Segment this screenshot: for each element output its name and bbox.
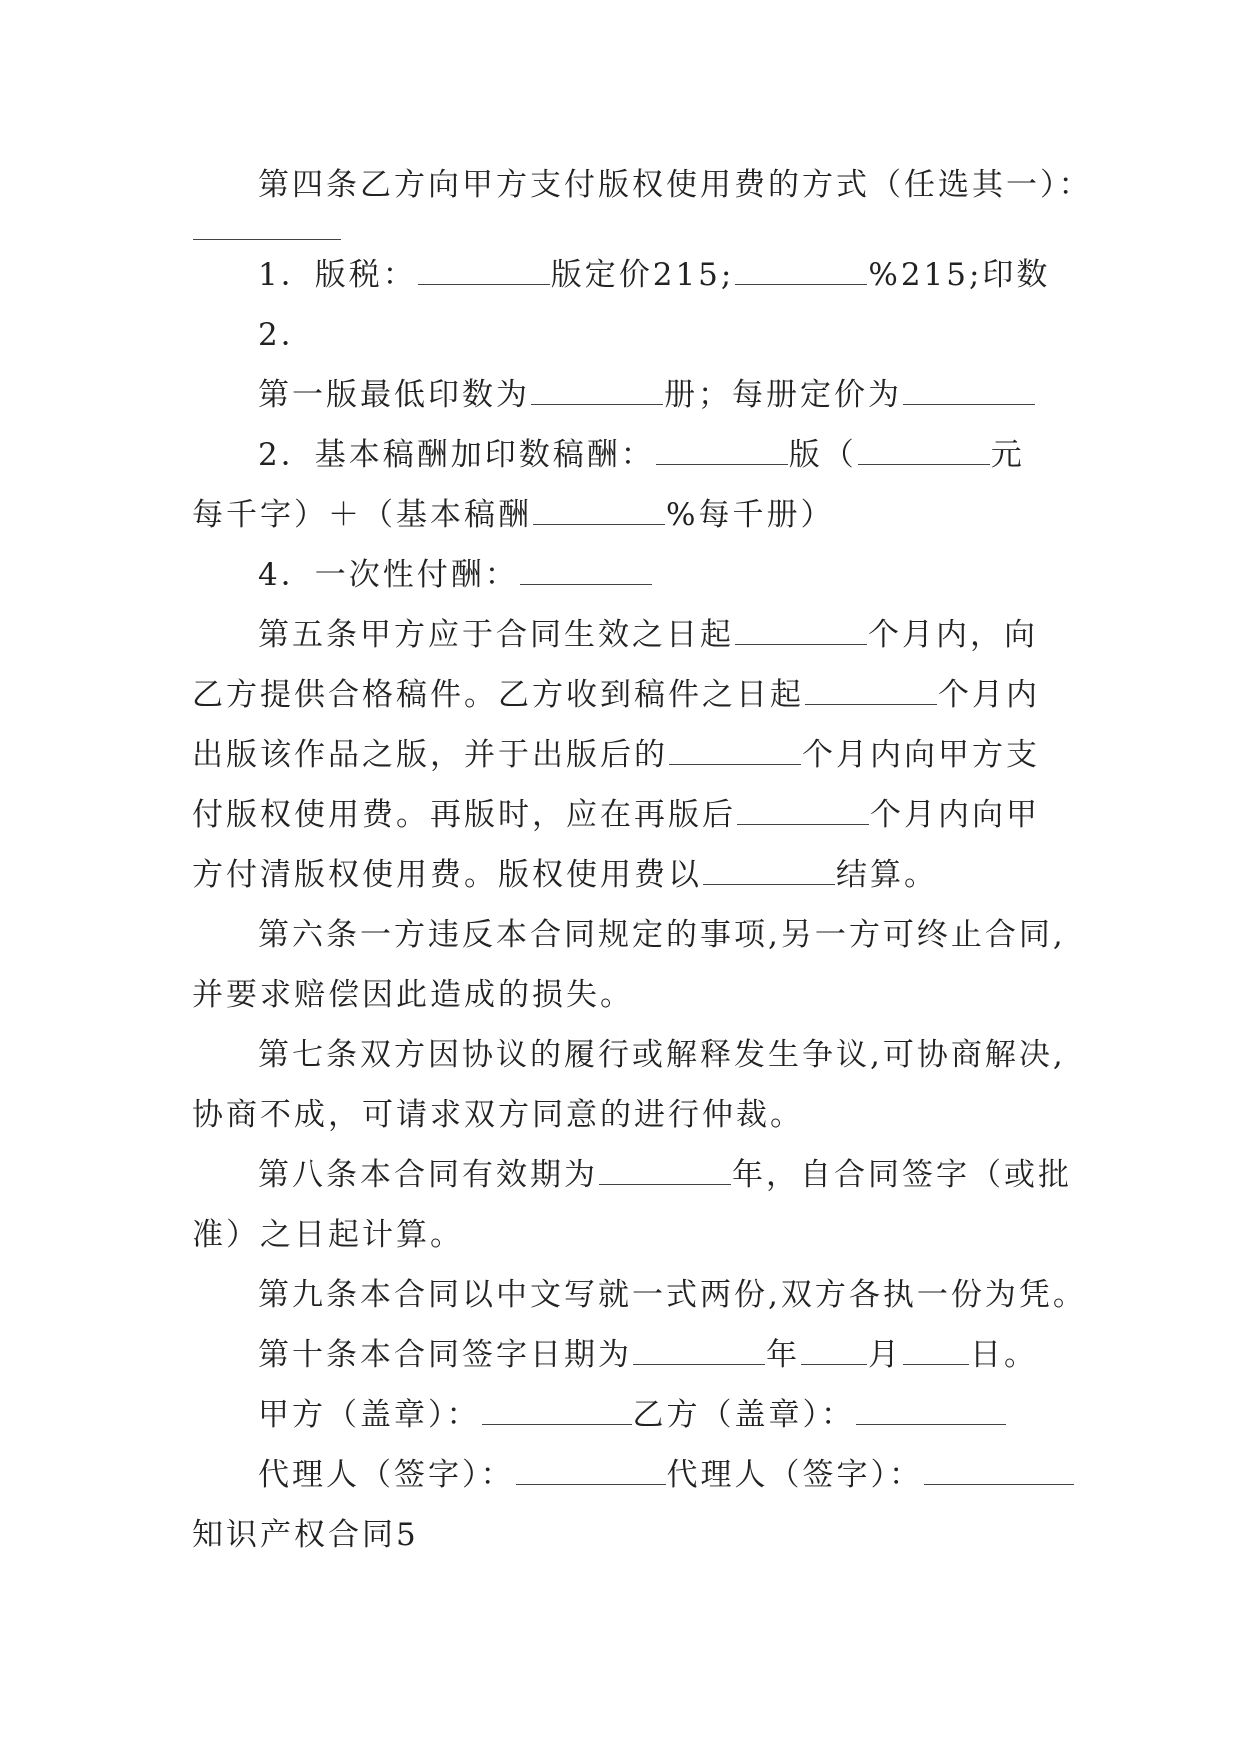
blank-field xyxy=(924,1483,1074,1485)
item2b-label: 2．基本稿酬加印数稿酬： xyxy=(258,437,655,473)
blank-field xyxy=(801,1363,867,1365)
article5-text: 出版该作品之版，并于出版后的 xyxy=(192,737,668,773)
blank-field xyxy=(633,1363,765,1365)
blank-field xyxy=(656,463,788,465)
month-label: 月 xyxy=(868,1337,902,1373)
article4-choice-line xyxy=(192,215,1052,245)
article4-item2b xyxy=(192,425,1052,485)
item2b-text-c: 元 xyxy=(990,437,1025,473)
article5-line5 xyxy=(192,845,1052,905)
document-page xyxy=(192,155,1093,1565)
agent-a-sign-label: 代理人（签字）： xyxy=(258,1457,515,1493)
article5-text: 个月内向甲方支 xyxy=(802,737,1040,773)
item2b-text-b: 版（ xyxy=(788,437,857,473)
next-heading xyxy=(192,1505,1052,1565)
article4-item2-number xyxy=(192,305,1052,365)
article7-line2 xyxy=(192,1085,1052,1145)
item1-text-c: %215;印数 xyxy=(868,257,1051,293)
blank-field xyxy=(531,403,663,405)
item1-label: 1．版税： xyxy=(258,257,417,293)
item4-label: 4．一次性付酬： xyxy=(258,557,519,593)
article7-line1 xyxy=(192,1025,1066,1085)
article5-text: 个月内 xyxy=(938,677,1040,713)
article5-line1 xyxy=(192,605,1052,665)
agent-sign-line xyxy=(192,1445,1052,1505)
item2-number: 2． xyxy=(258,317,315,353)
article5-text: 个月内，向 xyxy=(868,617,1038,653)
day-label: 日。 xyxy=(970,1337,1038,1373)
min-print-label: 第一版最低印数为 xyxy=(258,377,530,413)
party-a-seal-label: 甲方（盖章）： xyxy=(258,1397,481,1433)
article5-text: 个月内向甲 xyxy=(870,797,1040,833)
article5-line4 xyxy=(192,785,1052,845)
blank-field xyxy=(735,643,867,645)
article7-text: 第七条双方因协议的履行或解释发生争议,可协商解决, xyxy=(258,1037,1066,1073)
blank-field xyxy=(482,1423,632,1425)
article8-text: 准）之日起计算。 xyxy=(192,1217,464,1253)
blank-field xyxy=(599,1183,731,1185)
blank-field xyxy=(193,238,341,240)
article5-text: 付版权使用费。再版时，应在再版后 xyxy=(192,797,736,833)
blank-field xyxy=(703,883,835,885)
blank-field xyxy=(516,1483,666,1485)
article9 xyxy=(192,1265,1087,1325)
article10-text: 第十条本合同签字日期为 xyxy=(258,1337,632,1373)
article4-title xyxy=(192,155,1093,215)
blank-field xyxy=(805,703,937,705)
article6-text: 第六条一方违反本合同规定的事项,另一方可终止合同, xyxy=(258,917,1066,953)
blank-field xyxy=(903,403,1035,405)
blank-field xyxy=(669,763,801,765)
article6-line1 xyxy=(192,905,1066,965)
article4-item2b-cont xyxy=(192,485,1052,545)
article8-line2 xyxy=(192,1205,1052,1265)
article5-text: 方付清版权使用费。版权使用费以 xyxy=(192,857,702,893)
article5-line2 xyxy=(192,665,1052,725)
blank-field xyxy=(418,283,550,285)
article5-text: 结算。 xyxy=(836,857,938,893)
article6-text: 并要求赔偿因此造成的损失。 xyxy=(192,977,634,1013)
blank-field xyxy=(735,283,867,285)
article8-line1 xyxy=(192,1145,1072,1205)
blank-field xyxy=(856,1423,1006,1425)
item2b-text-e: %每千册） xyxy=(666,497,835,533)
article5-text: 第五条甲方应于合同生效之日起 xyxy=(258,617,734,653)
article7-text: 协商不成，可请求双方同意的进行仲裁。 xyxy=(192,1097,804,1133)
blank-field xyxy=(903,1363,969,1365)
item1-text-b: 版定价215; xyxy=(550,257,735,293)
article6-line2 xyxy=(192,965,1052,1025)
article5-line3 xyxy=(192,725,1052,785)
blank-field xyxy=(533,523,665,525)
article9-text: 第九条本合同以中文写就一式两份,双方各执一份为凭。 xyxy=(258,1277,1087,1313)
blank-field xyxy=(520,583,652,585)
year-label: 年 xyxy=(766,1337,800,1373)
agent-b-sign-label: 代理人（签字）： xyxy=(666,1457,923,1493)
seal-line xyxy=(192,1385,1052,1445)
article10 xyxy=(192,1325,1052,1385)
article4-item1 xyxy=(192,245,1052,305)
blank-field xyxy=(737,823,869,825)
article4-title-text: 第四条乙方向甲方支付版权使用费的方式（任选其一）： xyxy=(258,167,1093,203)
article8-text: 年，自合同签字（或批 xyxy=(732,1157,1072,1193)
party-b-seal-label: 乙方（盖章）： xyxy=(632,1397,855,1433)
min-print-price-label: 册；每册定价为 xyxy=(664,377,902,413)
article4-min-print xyxy=(192,365,1052,425)
article4-item4 xyxy=(192,545,1052,605)
blank-field xyxy=(858,463,990,465)
article8-text: 第八条本合同有效期为 xyxy=(258,1157,598,1193)
item2b-text-d: 每千字）＋（基本稿酬 xyxy=(192,497,532,533)
article5-text: 乙方提供合格稿件。乙方收到稿件之日起 xyxy=(192,677,804,713)
next-heading-text: 知识产权合同5 xyxy=(192,1517,419,1553)
